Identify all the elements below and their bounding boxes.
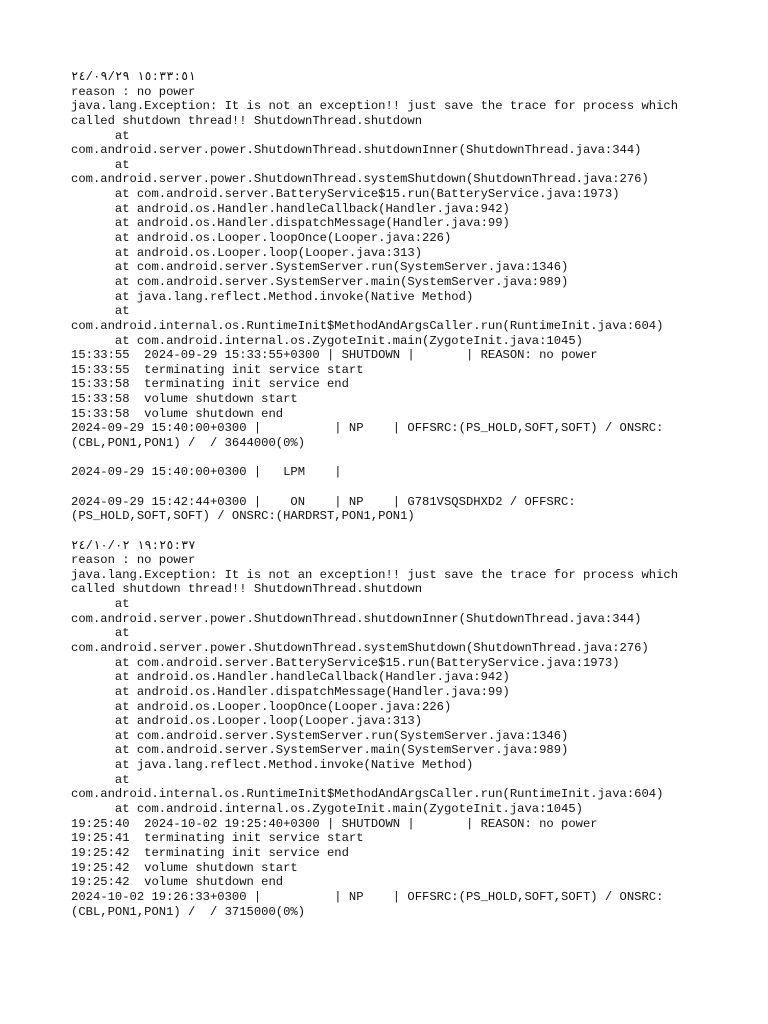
log-line: at — [71, 304, 130, 319]
log-line: at android.os.Handler.dispatchMessage(Handler.java:99) — [71, 216, 510, 231]
log-line: 15:33:55 2024-09-29 15:33:55+0300 | SHUTDOWN | | REASON: no power — [71, 348, 598, 363]
log-line: at com.android.server.SystemServer.run(SystemServer.java:1346) — [71, 728, 569, 743]
log-line: 15:33:58 volume shutdown start — [71, 392, 298, 407]
log-line: 19:25:40 2024-10-02 19:25:40+0300 | SHUTDOWN | | REASON: no power — [71, 816, 598, 831]
log-line: at android.os.Looper.loop(Looper.java:313) — [71, 245, 423, 260]
log-line: at com.android.server.BatteryService$15.run(BatteryService.java:1973) — [71, 655, 620, 670]
log-line: called shutdown thread!! ShutdownThread.shutdown — [71, 113, 423, 128]
log-line: 2024-09-29 15:40:00+0300 | LPM | — [71, 465, 342, 480]
log-line: 2024-09-29 15:40:00+0300 | | NP | OFFSRC:(PS_HOLD,SOFT,SOFT) / ONSRC: — [71, 421, 664, 436]
log-line: java.lang.Exception: It is not an exception!! just save the trace for process which — [71, 567, 679, 582]
log-line: reason : no power — [71, 84, 196, 99]
log-line: called shutdown thread!! ShutdownThread.shutdown — [71, 582, 423, 597]
log-line: reason : no power — [71, 553, 196, 568]
log-timestamp-header: ١٥:٣٣:٥١ ٢٤/٠٩/٢٩ — [71, 70, 196, 84]
log-line: com.android.server.power.ShutdownThread.shutdownInner(ShutdownThread.java:344) — [71, 143, 642, 158]
log-line: at — [71, 157, 130, 172]
log-line: at com.android.internal.os.ZygoteInit.main(ZygoteInit.java:1045) — [71, 802, 583, 817]
log-line: com.android.internal.os.RuntimeInit$MethodAndArgsCaller.run(RuntimeInit.java:604) — [71, 318, 664, 333]
log-line: com.android.server.power.ShutdownThread.shutdownInner(ShutdownThread.java:344) — [71, 611, 642, 626]
log-line: 2024-09-29 15:42:44+0300 | ON | NP | G781VSQSDHXD2 / OFFSRC: — [71, 494, 576, 509]
blank-line — [71, 524, 711, 539]
log-line: at java.lang.reflect.Method.invoke(Native Method) — [71, 289, 474, 304]
log-line: at com.android.server.SystemServer.run(SystemServer.java:1346) — [71, 260, 569, 275]
log-line: at com.android.server.BatteryService$15.run(BatteryService.java:1973) — [71, 187, 620, 202]
log-line: 19:25:42 volume shutdown end — [71, 875, 284, 890]
log-line: at com.android.server.SystemServer.main(SystemServer.java:989) — [71, 274, 569, 289]
log-line: 15:33:55 terminating init service start — [71, 362, 364, 377]
log-line: 19:25:41 terminating init service start — [71, 831, 364, 846]
log-timestamp-header: ١٩:٢٥:٣٧ ٢٤/١٠/٠٢ — [71, 538, 196, 553]
log-line: at — [71, 772, 130, 787]
log-line: at android.os.Handler.dispatchMessage(Handler.java:99) — [71, 684, 510, 699]
log-line: 19:25:42 terminating init service end — [71, 845, 349, 860]
log-line: 2024-10-02 19:26:33+0300 | | NP | OFFSRC:(PS_HOLD,SOFT,SOFT) / ONSRC: — [71, 889, 664, 904]
log-line: 15:33:58 volume shutdown end — [71, 406, 284, 421]
log-line: 15:33:58 terminating init service end — [71, 377, 349, 392]
log-document — [71, 70, 711, 919]
log-line: at — [71, 626, 130, 641]
log-line: com.android.server.power.ShutdownThread.systemShutdown(ShutdownThread.java:276) — [71, 640, 649, 655]
log-line: at android.os.Looper.loopOnce(Looper.java:226) — [71, 231, 452, 246]
log-line: at android.os.Looper.loop(Looper.java:313) — [71, 714, 423, 729]
log-line: at android.os.Handler.handleCallback(Handler.java:942) — [71, 670, 510, 685]
log-line: at com.android.server.SystemServer.main(SystemServer.java:989) — [71, 743, 569, 758]
log-line: (CBL,PON1,PON1) / / 3644000(0%) — [71, 436, 306, 451]
blank-line — [71, 480, 711, 495]
log-line: at android.os.Looper.loopOnce(Looper.java:226) — [71, 699, 452, 714]
log-line: com.android.server.power.ShutdownThread.systemShutdown(ShutdownThread.java:276) — [71, 172, 649, 187]
log-line: (PS_HOLD,SOFT,SOFT) / ONSRC:(HARDRST,PON1,PON1) — [71, 509, 415, 524]
log-line: com.android.internal.os.RuntimeInit$MethodAndArgsCaller.run(RuntimeInit.java:604) — [71, 787, 664, 802]
blank-line — [71, 451, 711, 466]
log-line: at java.lang.reflect.Method.invoke(Native Method) — [71, 758, 474, 773]
log-line: 19:25:42 volume shutdown start — [71, 860, 298, 875]
log-line: (CBL,PON1,PON1) / / 3715000(0%) — [71, 904, 306, 919]
log-line: at com.android.internal.os.ZygoteInit.main(ZygoteInit.java:1045) — [71, 333, 583, 348]
log-line: at android.os.Handler.handleCallback(Handler.java:942) — [71, 201, 510, 216]
log-line: at — [71, 128, 130, 143]
log-line: at — [71, 597, 130, 612]
log-line: java.lang.Exception: It is not an exception!! just save the trace for process which — [71, 99, 679, 114]
